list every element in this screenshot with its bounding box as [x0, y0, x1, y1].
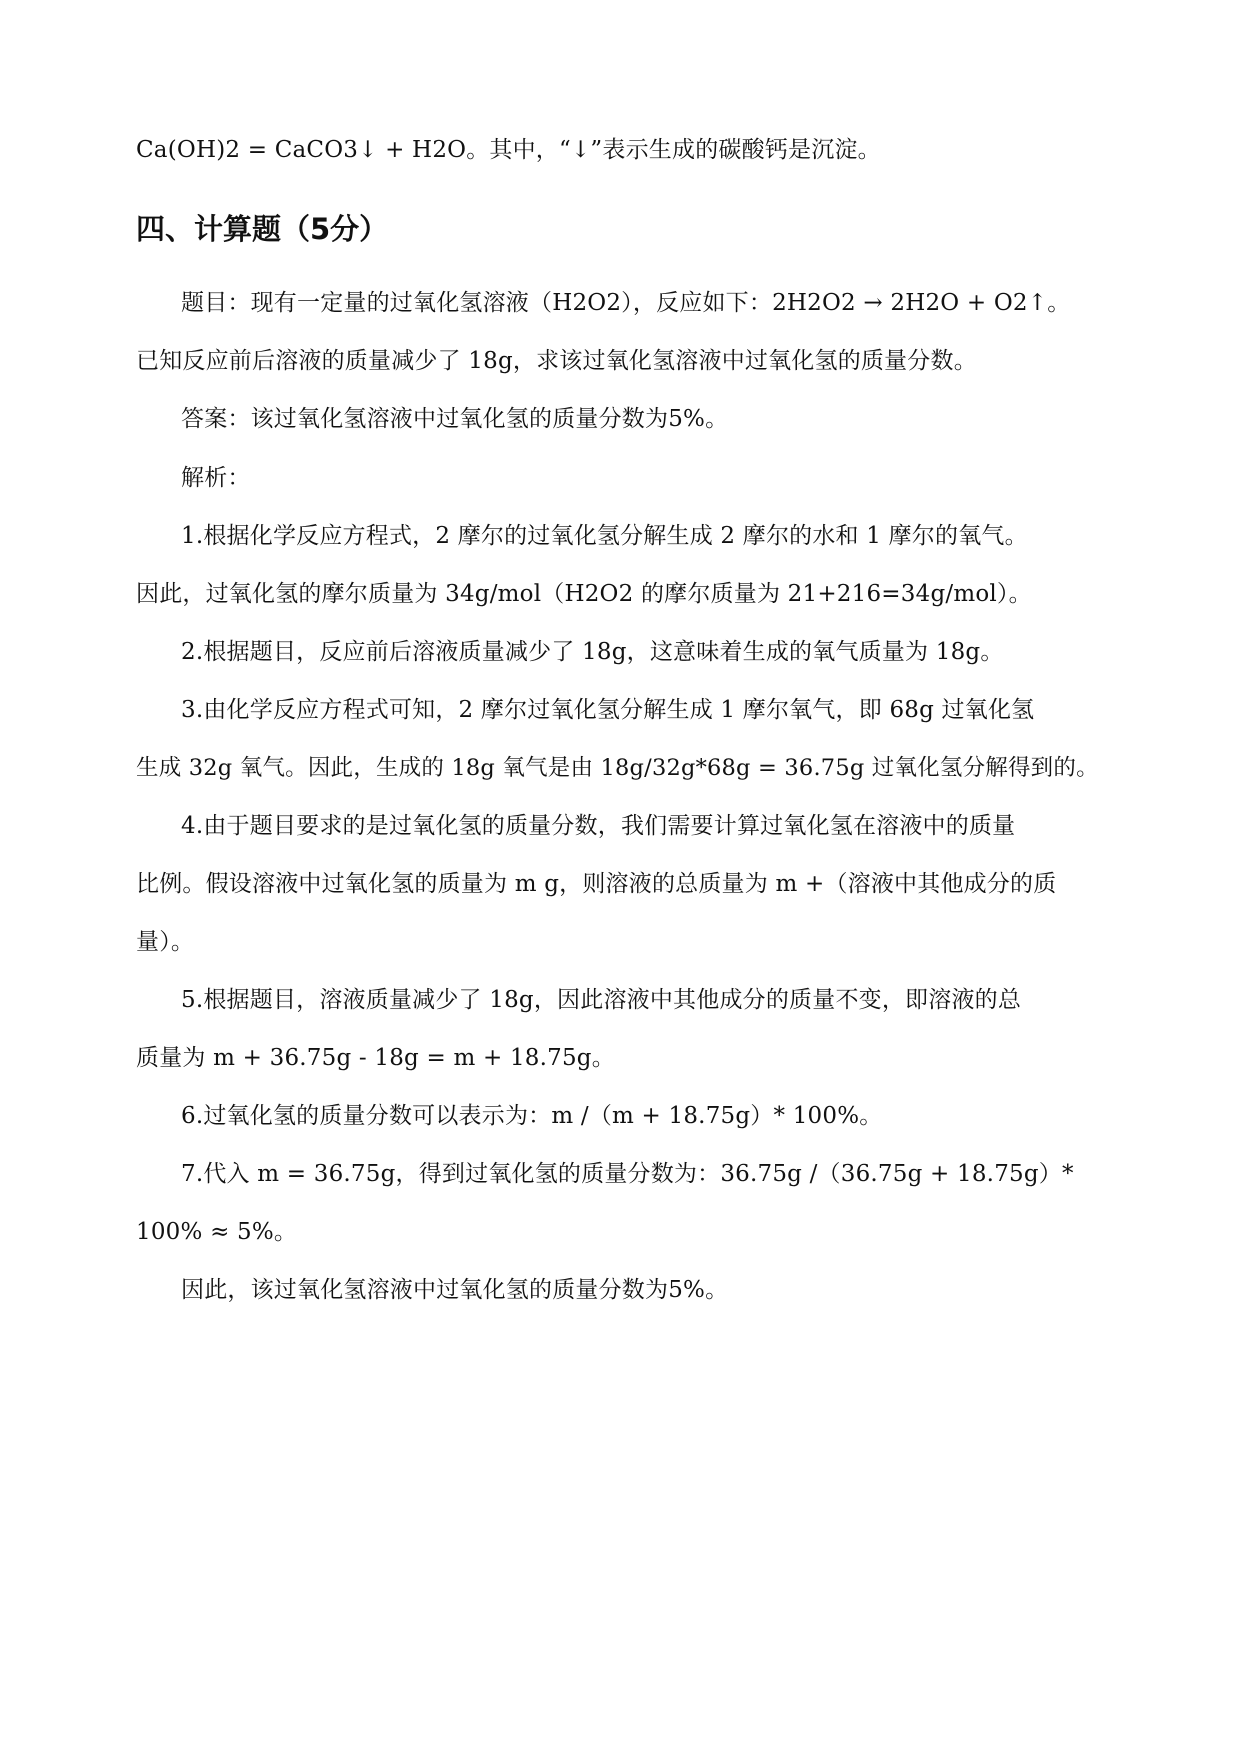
analysis-label: 解析：	[181, 465, 251, 491]
step-3-line-1: 3.由化学反应方程式可知，2 摩尔过氧化氢分解生成 1 摩尔氧气，即 68g 过氧化氢	[181, 697, 1035, 723]
step-4-line-3: 量）。	[136, 929, 195, 955]
step-7-line-2: 100% ≈ 5%。	[136, 1219, 298, 1245]
step-4-line-1: 4.由于题目要求的是过氧化氢的质量分数，我们需要计算过氧化氢在溶液中的质量	[181, 813, 1016, 839]
question-line-2: 已知反应前后溶液的质量减少了 18g，求该过氧化氢溶液中过氧化氢的质量分数。	[136, 348, 977, 374]
step-1-line-1: 1.根据化学反应方程式，2 摩尔的过氧化氢分解生成 2 摩尔的水和 1 摩尔的氧气。	[181, 523, 1028, 549]
step-5-line-1: 5.根据题目，溶液质量减少了 18g，因此溶液中其他成分的质量不变，即溶液的总	[181, 987, 1022, 1013]
step-3-line-2: 生成 32g 氧气。因此，生成的 18g 氧气是由 18g/32g*68g = 36.75g 过氧化氢分解得到的。	[136, 755, 1099, 781]
step-5-line-2: 质量为 m + 36.75g - 18g = m + 18.75g。	[136, 1045, 615, 1071]
step-2: 2.根据题目，反应前后溶液质量减少了 18g，这意味着生成的氧气质量为 18g。	[181, 639, 1004, 665]
conclusion: 因此，该过氧化氢溶液中过氧化氢的质量分数为5%。	[181, 1277, 729, 1303]
section-heading: 四、计算题（5分）	[136, 212, 389, 246]
step-4-line-2: 比例。假设溶液中过氧化氢的质量为 m g，则溶液的总质量为 m +（溶液中其他成分的质	[136, 871, 1057, 897]
step-6: 6.过氧化氢的质量分数可以表示为：m /（m + 18.75g）* 100%。	[181, 1103, 883, 1129]
step-1-line-2: 因此，过氧化氢的摩尔质量为 34g/mol（H2O2 的摩尔质量为 21+216=34g/mol）。	[136, 581, 1032, 607]
question-line-1: 题目：现有一定量的过氧化氢溶液（H2O2），反应如下：2H2O2 → 2H2O + O2↑。	[181, 290, 1071, 316]
equation-continuation: Ca(OH)2 = CaCO3↓ + H2O。其中，“↓”表示生成的碳酸钙是沉淀。	[136, 137, 881, 163]
answer-text: 答案：该过氧化氢溶液中过氧化氢的质量分数为5%。	[181, 406, 729, 432]
step-7-line-1: 7.代入 m = 36.75g，得到过氧化氢的质量分数为：36.75g /（36.75g + 18.75g）*	[181, 1161, 1074, 1187]
